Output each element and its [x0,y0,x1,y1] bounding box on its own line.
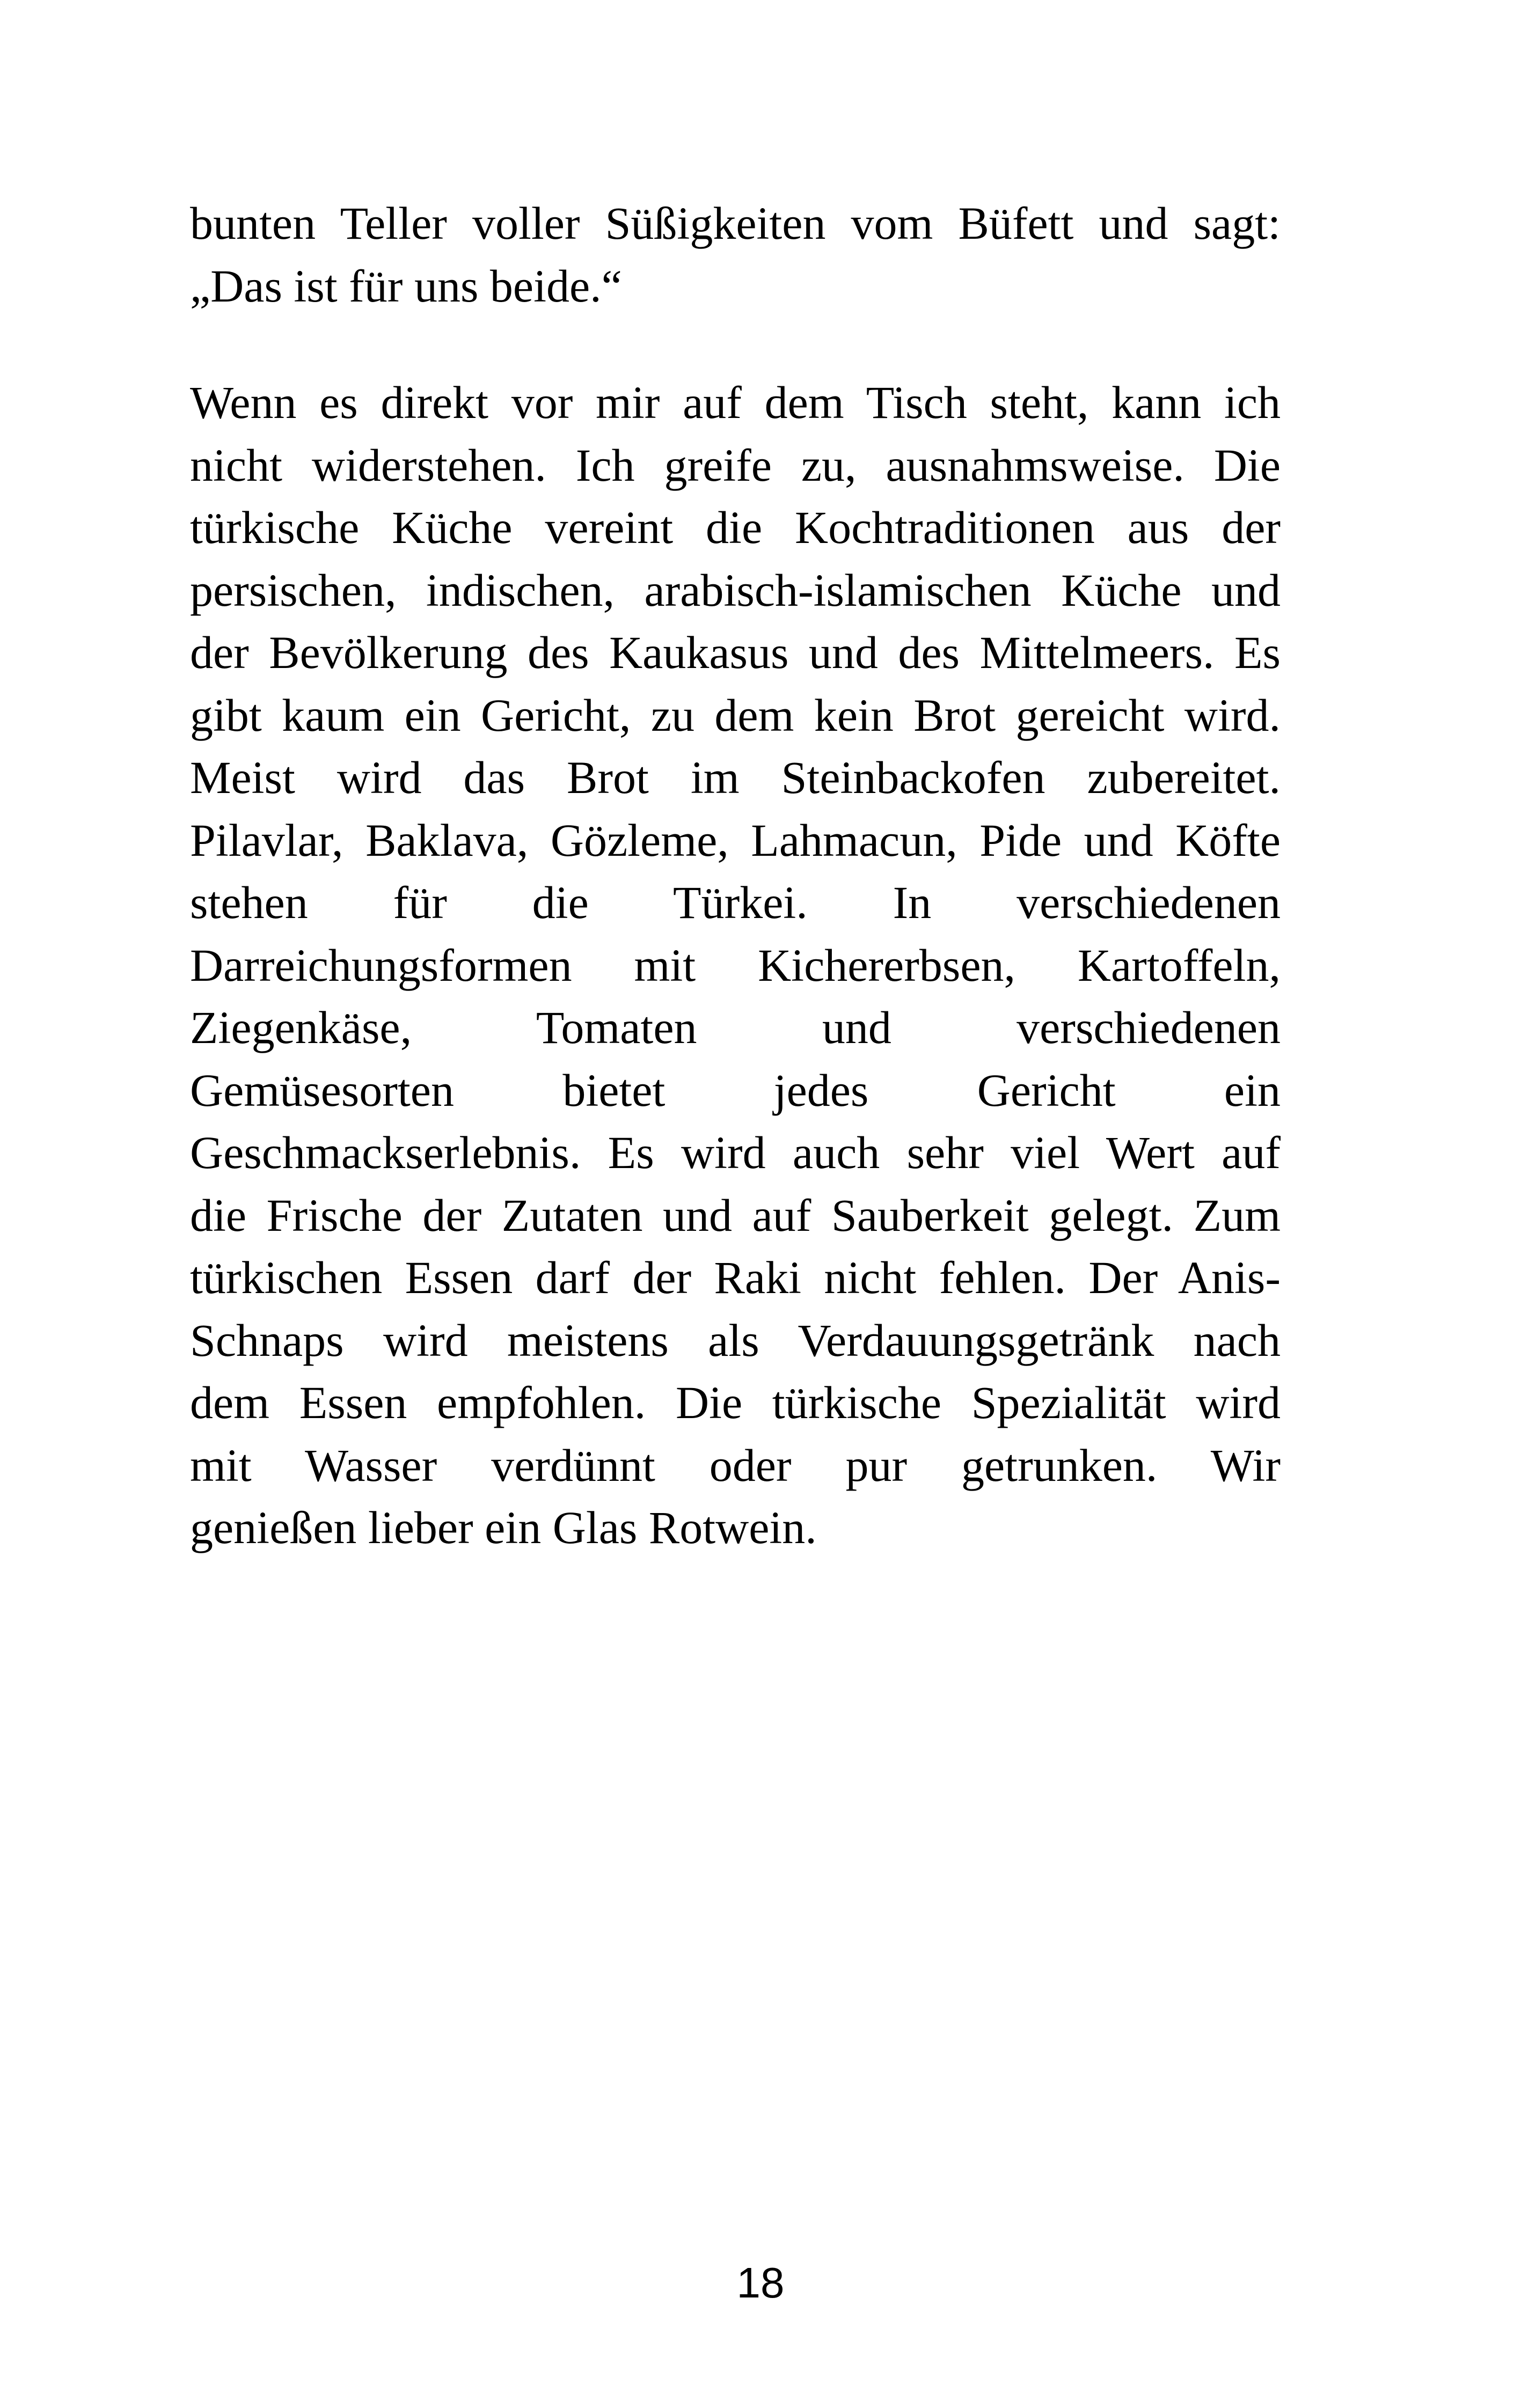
text-line: Schnaps wird meistens als Verdauungsgetränk nach [190,1314,1281,1366]
text-line: mit Wasser verdünnt oder pur getrunken. Wir [190,1439,1281,1491]
paragraph-1 [190,192,1281,317]
text-line: stehen für die Türkei. In verschiedenen [190,877,1281,928]
text-line: Gemüsesorten bietet jedes Gericht ein [190,1064,1281,1116]
text-line: „Das ist für uns beide.“ [190,260,622,312]
text-line: nicht widerstehen. Ich greife zu, ausnahmsweise. Die [190,439,1281,491]
text-line: Geschmackserlebnis. Es wird auch sehr viel Wert auf [190,1127,1281,1178]
text-line: Wenn es direkt vor mir auf dem Tisch steht, kann ich [190,377,1281,428]
text-line: persischen, indischen, arabisch-islamischen Küche und [190,564,1281,616]
text-line: Meist wird das Brot im Steinbackofen zubereitet. [190,752,1281,803]
text-line: Darreichungsformen mit Kichererbsen, Kartoffeln, [190,939,1281,991]
text-line: türkischen Essen darf der Raki nicht fehlen. Der Anis- [190,1252,1281,1303]
text-line: genießen lieber ein Glas Rotwein. [190,1502,817,1553]
text-line: dem Essen empfohlen. Die türkische Spezialität wird [190,1377,1281,1428]
text-line: der Bevölkerung des Kaukasus und des Mittelmeers. Es [190,627,1281,678]
text-line: Pilavlar, Baklava, Gözleme, Lahmacun, Pide und Köfte [190,814,1281,866]
text-line: türkische Küche vereint die Kochtraditionen aus der [190,502,1281,553]
text-line: gibt kaum ein Gericht, zu dem kein Brot gereicht wird. [190,689,1281,741]
text-line: bunten Teller voller Süßigkeiten vom Büfett und sagt: [190,197,1281,249]
text-line: Ziegenkäse, Tomaten und verschiedenen [190,1002,1281,1053]
text-line: die Frische der Zutaten und auf Sauberkeit gelegt. Zum [190,1189,1281,1241]
page-number: 18 [736,2259,785,2307]
paragraph-2 [190,371,1281,1559]
